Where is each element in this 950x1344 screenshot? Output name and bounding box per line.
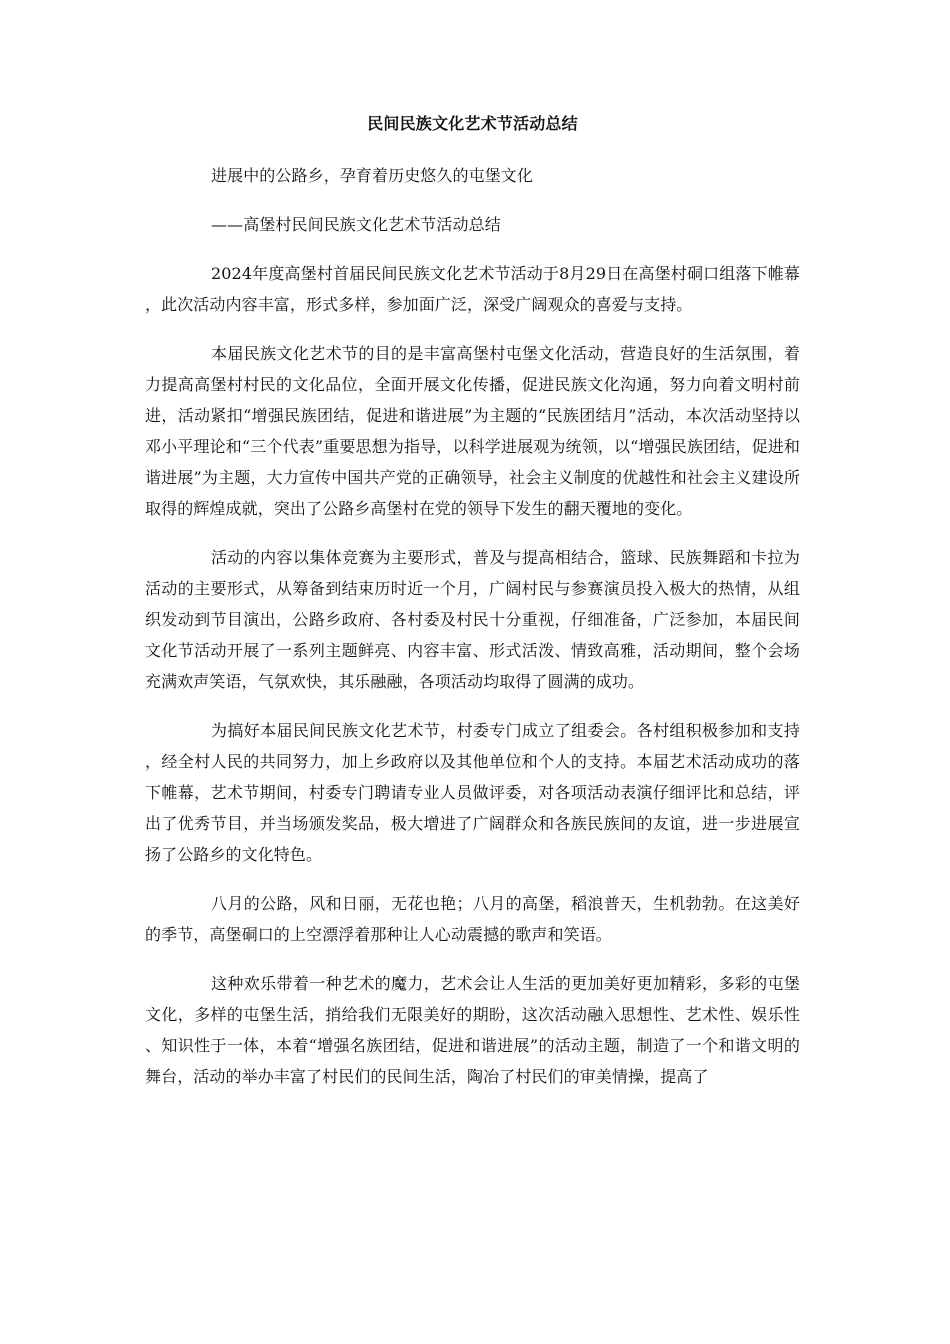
subtitle-line-2: ——高堡村民间民族文化艺术节活动总结 — [211, 215, 501, 234]
paragraph-1: 2024年度高堡村首届民间民族文化艺术节活动于8月29日在高堡村硐口组落下帷幕，此次活动内容丰富，形式多样，参加面广泛，深受广阔观众的喜爱与支持。 — [145, 264, 800, 314]
paragraph-4: 为搞好本届民间民族文化艺术节，村委专门成立了组委会。各村组积极参加和支持，经全村人民的共同努力，加上乡政府以及其他单位和个人的支持。本届艺术活动成功的落下帷幕，艺术节期间，村委专门聘请专业人员做评委，对各项活动表演仔细评比和总结，评出了优秀节目，并当场颁发奖品，极大增进了广阔群众和各族民族间的友谊，进一步进展宣扬了公路乡的文化特色。 — [145, 721, 800, 864]
document-body — [145, 112, 800, 1110]
document-title: 民间民族文化艺术节活动总结 — [367, 114, 578, 133]
paragraph-2: 本届民族文化艺术节的目的是丰富高堡村屯堡文化活动，营造良好的生活氛围，着力提高高堡村村民的文化品位，全面开展文化传播，促进民族文化沟通，努力向着文明村前进，活动紧扣“增强民族团结，促进和谐进展”为主题的“民族团结月”活动，本次活动坚持以邓小平理论和“三个代表”重要思想为指导，以科学进展观为统领，以“增强民族团结，促进和谐进展”为主题，大力宣传中国共产党的正确领导，社会主义制度的优越性和社会主义建设所取得的辉煌成就，突出了公路乡高堡村在党的领导下发生的翻天覆地的变化。 — [145, 344, 800, 518]
paragraph-5: 八月的公路，风和日丽，无花也艳；八月的高堡，稻浪普天，生机勃勃。在这美好的季节，高堡硐口的上空漂浮着那种让人心动震撼的歌声和笑语。 — [145, 894, 800, 944]
paragraph-3: 活动的内容以集体竞赛为主要形式，普及与提高相结合，篮球、民族舞蹈和卡拉为活动的主要形式，从筹备到结束历时近一个月，广阔村民与参赛演员投入极大的热情，从组织发动到节目演出，公路乡政府、各村委及村民十分重视，仔细准备，广泛参加，本届民间文化节活动开展了一系列主题鲜亮、内容丰富、形式活泼、情致高雅，活动期间，整个会场充满欢声笑语，气氛欢快，其乐融融，各项活动均取得了圆满的成功。 — [145, 548, 800, 691]
paragraph-6: 这种欢乐带着一种艺术的魔力，艺术会让人生活的更加美好更加精彩，多彩的屯堡文化，多样的屯堡生活，捎给我们无限美好的期盼，这次活动融入思想性、艺术性、娱乐性、知识性于一体，本着“增强名族团结，促进和谐进展”的活动主题，制造了一个和谐文明的舞台，活动的举办丰富了村民们的民间生活，陶冶了村民们的审美情操，提高了 — [145, 974, 800, 1086]
subtitle-line-1: 进展中的公路乡，孕育着历史悠久的屯堡文化 — [211, 166, 534, 185]
